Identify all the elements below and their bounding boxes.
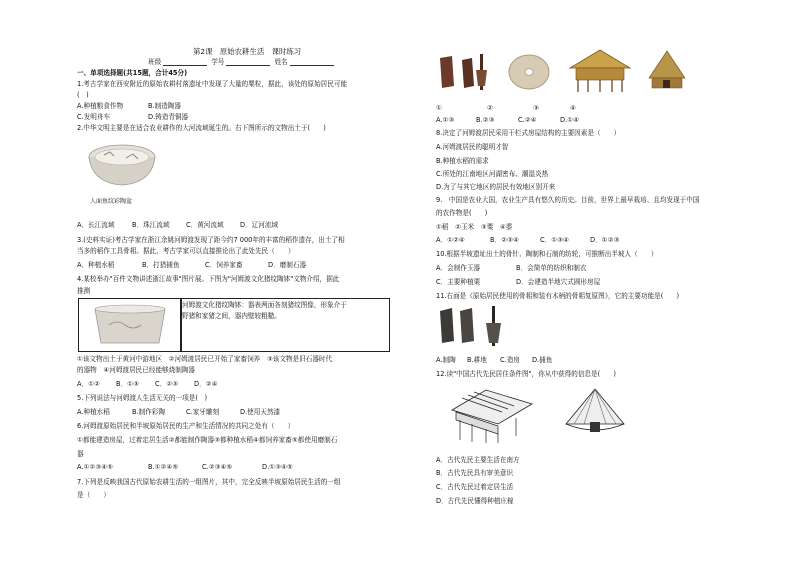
q3-option-b[interactable]: B．打猎捕鱼 [142, 261, 180, 269]
q12-option-a[interactable]: A．古代先民主要生活在南方 [436, 456, 520, 464]
q12-round-hut-sketch [560, 386, 630, 442]
q12-stem: 12.读"中国古代先民居住条件图"，你从中获得的信息是( ) [436, 370, 616, 378]
q9-stem: 9. 中国是农业大国，农业生产具有悠久的历史。目前，世界上最早栽培、且均发现于中国 [436, 196, 700, 204]
q1-stem-2: ( ) [77, 91, 89, 99]
q7-option-a[interactable]: A.①③ [436, 116, 455, 124]
q8-option-a[interactable]: A.河姆渡居民的聪明才智 [436, 143, 509, 151]
page-title: 第2课 原始农耕生活 课时练习 [193, 47, 302, 56]
q12-stilt-house-sketch [446, 386, 536, 444]
q1-option-c[interactable]: C.发明舟车 [77, 113, 111, 121]
q10-option-b[interactable]: B．会简单的纺织和制衣 [516, 264, 587, 272]
q10-option-d[interactable]: D．会建造半地穴式圆形房屋 [516, 278, 601, 286]
q11-bone-spade-image [436, 305, 510, 347]
q5-option-a[interactable]: A.种植水稻 [77, 408, 110, 416]
q7-option-d[interactable]: D.①④ [560, 116, 579, 124]
q4-statements: ①该文物出土于黄河中游地区 ②河姆渡居民已开始了家畜饲养 ③该文物是旧石器时代 [77, 355, 333, 363]
q7-stem-2: 是（ ） [77, 491, 110, 499]
q4-option-c[interactable]: C．②③ [155, 380, 179, 388]
q7-image-label-1: ① [436, 104, 442, 112]
student-info-line [148, 58, 336, 66]
q7-option-b[interactable]: B.②③ [476, 116, 495, 124]
q11-stem: 11.右面是《原始居民使用的骨耜和装有木柄的骨耜复原图》，它的主要功能是( ) [436, 292, 680, 300]
q6-stem-2: ①都能建造房屋，过着定居生活②都能制作陶器③都种植水稻④都饲养家畜⑤都使用磨制石 [77, 436, 338, 444]
q7-image-1-bone-spade [434, 52, 492, 92]
q9-stem-2: 的农作物是( ) [436, 209, 488, 217]
q6-option-d[interactable]: D.①③④⑤ [262, 463, 293, 471]
q7-image-label-4: ④ [570, 104, 576, 112]
q4-artifact-image-frame [78, 298, 182, 352]
q12-option-b[interactable]: B．古代先民具有审美意识 [436, 469, 514, 477]
q9-option-d[interactable]: D．①②③ [590, 236, 620, 244]
q3-stem: 3.(史料实证)考古学家在浙江余姚河姆渡发现了距今约7 000年的丰富的稻作遗存，出土了相 [77, 236, 345, 244]
q6-option-c[interactable]: C.②③④⑤ [202, 463, 233, 471]
q2-option-d[interactable]: D．辽河流域 [240, 221, 279, 229]
q4-stem-2: 推测 [77, 287, 91, 295]
q11-option-a[interactable]: A.制陶 [436, 356, 456, 364]
q4-artifact-description-box [180, 298, 390, 352]
q4-description-line-2: 野猪和家猪之间，器内壁较粗糙。 [182, 312, 281, 320]
q9-items: ①稻 ②玉米 ③粟 ④黍 [436, 223, 513, 231]
q8-option-d[interactable]: D.为了与其它地区的居民有效地区别开来 [436, 183, 556, 191]
q12-option-d[interactable]: D．古代先民懂得种植庄稼 [436, 497, 514, 505]
q3-stem-2: 当多的稻作工具骨耜。据此，考古学家可以直接推论出了此处先民（ ） [77, 247, 295, 255]
q4-statements-2: 的器物 ④河姆渡居民已经能够烧制陶器 [77, 366, 196, 374]
q6-option-a[interactable]: A.①②③④⑤ [77, 463, 114, 471]
q4-option-d[interactable]: D．②④ [194, 380, 218, 388]
q7-option-c[interactable]: C.②④ [518, 116, 537, 124]
name-blank[interactable] [290, 58, 334, 66]
name-label: 姓名 [274, 58, 288, 66]
q4-option-b[interactable]: B．①③ [116, 380, 139, 388]
number-label: 学号 [211, 58, 225, 66]
q11-option-b[interactable]: B.耕地 [467, 356, 487, 364]
q5-option-d[interactable]: D.使用天然漆 [240, 408, 281, 416]
pig-pattern-bowl-image [79, 299, 181, 351]
number-blank[interactable] [226, 58, 270, 66]
q11-option-d[interactable]: D.捕鱼 [532, 356, 553, 364]
q7-image-label-2: ② [487, 104, 493, 112]
q2-image-caption: 人面鱼纹彩陶盆 [90, 198, 133, 205]
q2-stem: 2.中华文明主要是在适合农业耕作的大河流域诞生的。右下图所示的文物出土于( ) [77, 124, 326, 132]
q10-option-c[interactable]: C．主要种植栗 [436, 278, 481, 286]
painted-pottery-basin-image [86, 139, 158, 194]
q9-option-c[interactable]: C．①③④ [540, 236, 569, 244]
q11-option-c[interactable]: C.造房 [500, 356, 520, 364]
q2-option-b[interactable]: B．珠江流域 [132, 221, 170, 229]
q7-image-2-stone-wheel [505, 52, 553, 92]
q6-stem-3: 器 [77, 450, 84, 458]
class-label: 班级 [148, 58, 162, 66]
q4-option-a[interactable]: A．①② [77, 380, 100, 388]
q1-option-b[interactable]: B.制造陶器 [148, 102, 181, 110]
q6-option-b[interactable]: B.①②④⑤ [148, 463, 179, 471]
q5-option-c[interactable]: C.家牙雕刻 [186, 408, 220, 416]
q4-stem: 4.某校举办"百件文物讲述浙江故事"图片展。下图为"河姆渡文化猪纹陶钵"文物介绍，据此 [77, 275, 340, 283]
q2-option-a[interactable]: A．长江流域 [77, 221, 115, 229]
q8-stem: 8.决定了河姆渡居民采用干栏式房屋结构的主要因素是（ ） [436, 129, 621, 137]
section-heading: 一、单项选择题(共15题，合计45分) [77, 69, 188, 77]
q5-stem: 5.下列说法与河姆渡人生活无关的一项是( ) [77, 394, 208, 402]
q9-option-b[interactable]: B．②③④ [490, 236, 519, 244]
q7-image-label-3: ③ [533, 104, 539, 112]
q7-stem: 7.下列是反映我国古代原始农耕生活的一组图片，其中，完全反映半坡原始居民生活的一组 [77, 478, 341, 486]
q2-option-c[interactable]: C．黄河流域 [186, 221, 224, 229]
q1-option-a[interactable]: A.种植粮食作物 [77, 102, 124, 110]
q6-stem: 6.河姆渡原始居民和半坡原始居民的生产和生活情况的共同之处有（ ） [77, 422, 295, 430]
q3-option-a[interactable]: A．种植水稻 [77, 261, 115, 269]
q7-image-3-stilt-house [566, 48, 634, 94]
q3-option-c[interactable]: C．饲养家畜 [205, 261, 243, 269]
q8-option-b[interactable]: B.种植水稻的需求 [436, 157, 489, 165]
q10-option-a[interactable]: A．会制作玉器 [436, 264, 481, 272]
q1-option-d[interactable]: D.铸造青铜器 [148, 113, 189, 121]
q5-option-b[interactable]: B.制作彩陶 [132, 408, 165, 416]
q7-image-4-round-hut [645, 48, 689, 92]
q4-description-line-1: 河姆渡文化猪纹陶钵：器表两面各刻猪纹图像，形象介于 [182, 301, 347, 309]
q1-stem: 1.考古学家在西安附近的原始农耕村落遗址中发现了大量的粟粒，据此，该处的原始居民可能 [77, 80, 348, 88]
q8-option-c[interactable]: C.所处的江南地区河湖密布、潮湿炎热 [436, 170, 549, 178]
q3-option-d[interactable]: D．磨制石器 [268, 261, 307, 269]
q9-option-a[interactable]: A．①②④ [436, 236, 465, 244]
class-blank[interactable] [163, 58, 207, 66]
q10-stem: 10.根据半坡遗址出土的骨针、陶制和石制的纺轮，可推断出半坡人（ ） [436, 250, 658, 258]
q12-option-c[interactable]: C．古代先民过着定居生活 [436, 483, 514, 491]
